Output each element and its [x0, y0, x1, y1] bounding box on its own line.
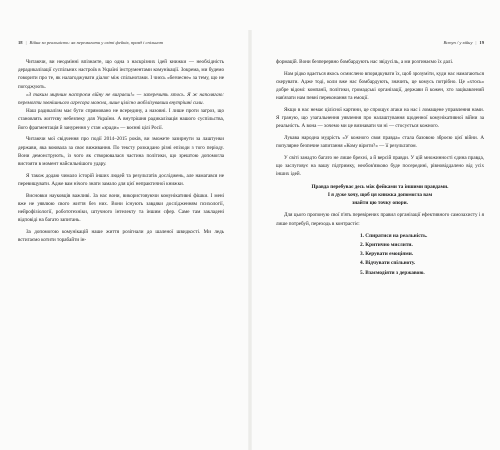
left-running-head: Війна за реальність: як перемагати у світі фейків, правд і спільнот [29, 40, 164, 45]
left-paragraph-3: Наш радикалізм має бути спрямовано не всередину, а назовні. І лише проти загроз, що становлять життєву небезпеку для України. А внутрішня радикалізація нашого суспільства, його фрагментація й занурення у стан «зради» — воєнні цілі Росії. [18, 108, 224, 131]
left-paragraph-6: Висновки науковців важливі. За нас вони, використовуючи комунікативні фішки. І мені вже не уявлюю свого життя без них. Вони існують завдяки дослідженням психології, нейрофізіології, робототехніки, штучного інтелекту та іншим сфер. Саме там закладені відповіді на багато запитань. [18, 192, 224, 224]
bold-line-1: Правда перебуває десь між фейками та іншими правдами. [311, 183, 449, 190]
header-separator: | [475, 40, 477, 45]
bold-line-3: знайти цю точку опори. [352, 200, 408, 207]
left-paragraph-4: Читаючи мої свідчення про події 2014–2015 років, ви зможете зазирнути за лаштунки держави, яка воювала за своє виживання. По тексту розкидано різні епізоди з того періоду. Вони демонструють, із чого як створювалася частина політики, що зрештою допомогла вистояти в момент найсильнішого удару. [18, 136, 224, 167]
rule-item-1: 1. Спиратися на реальність. [360, 232, 428, 239]
left-body-text [18, 58, 224, 244]
left-page-number: 18 [18, 40, 23, 45]
bold-line-2: І я дуже хочу, щоб ця книжка допомогла вам [327, 192, 433, 199]
right-running-header [276, 40, 484, 46]
right-paragraph-1: формацій. Вони безперервно бомбардують нас звідусіль, а ми розгинаємо їх далі. [276, 59, 454, 65]
header-separator: | [25, 40, 27, 45]
right-paragraph-2: Нам рідко вдається якось осмислено впорядкувати їх, щоб зрозуміти, куди нас намагаються скерувати. Адже тоді, коли вже нас бомбардують, значить, це комусь потрібно. Це «хтось» добре відомі: компанії, політики, громадські організації, держави й кожен, хто зацікавлений нав'язати нам певні переконання та емоції. [276, 70, 484, 102]
right-running-head: Вступ / у війну [443, 40, 473, 45]
highlighted-statement [276, 183, 484, 208]
rule-item-4: 4. Відчувати спільноту. [360, 260, 416, 267]
rules-list [276, 232, 484, 278]
left-page [18, 40, 224, 244]
right-paragraph-6: Для цього пропоную свої п'ять перевірених правил організації ефективного самозахисту і я лише потребуй, переходь в контрастіє: [276, 212, 484, 227]
right-paragraph-3: Якщо в нас немає цілісної картини, це спрощує атаки на нас і ломащене управлення нами. Я граную, що узагальнення уявлення про налаштування щоденної комунікативної війни за реальність. А вона — хочемо ми це визнавати чи ні — стосується кожного. [276, 107, 484, 130]
left-paragraph-5: Я також додаю чимало історій інших людей та результатів досліджень, але намагався не перевищувати. Адже вам нічого знати замало для цієї непрактичної книжки. [18, 172, 224, 187]
left-paragraph-1: Читаючи, ви неодмінні впізнаєте, що одна з наскрізних ідей книжки — необхідність дерадикалізації суспільних настроїв в Україні інструментами комунікації. Зокрема, ми будемо говорити про те, як налагоджувати діалог між спільнотами. І чиєсь «безчесне» за тему, що не погоджують. [18, 59, 224, 90]
left-running-header [18, 40, 224, 46]
right-paragraph-5: У світі занадто багато не лише брехні, а й версій правди. У цій множинності єдина правда, що заслуговує на вашу підтримку, необов'язково буде посередині, рівновіддалено від усіх інших ідей. [276, 155, 484, 178]
rule-item-3: 3. Керувати емоціями. [360, 251, 414, 258]
right-page [276, 40, 484, 278]
right-body-text [276, 58, 484, 278]
left-paragraph-7: За допомогою комунікацій наше життя розігнали до шаленої швидкості. Ми ледь встигаємо котити торабайти ін- [18, 228, 224, 244]
right-paragraph-4: Лукава народна мудрість «У кожного своя правда» стала базовою зброєю цієї війни. А популярне безпечне запитання «Кому вірити?» — її результатом. [276, 135, 484, 150]
rule-item-5: 5. Взаємодіяти з державою. [360, 269, 425, 276]
right-page-number: 19 [479, 40, 484, 45]
rule-item-2: 2. Критично мислити. [360, 241, 413, 248]
book-gutter [248, 30, 252, 450]
left-paragraph-2: «З таким мирним настроєм війну не виграєш!» — заперечить хтось. Я ж наполягаю: перемогти зовнішнього агресора можна, лише цілісно мобілізувавши внутрішні сили. [18, 91, 224, 107]
